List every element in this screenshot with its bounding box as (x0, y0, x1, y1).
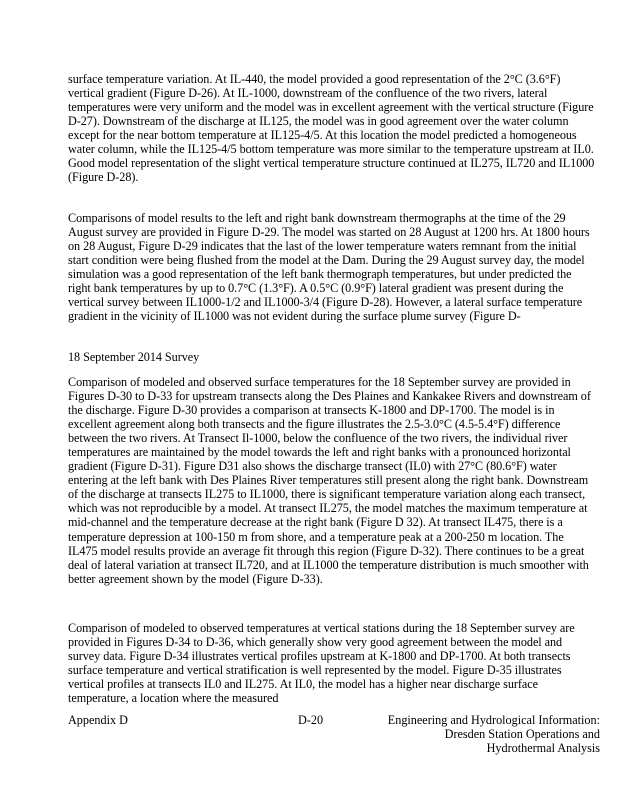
footer-title-line-3: Hydrothermal Analysis (486, 741, 600, 755)
paragraph-august-vertical: surface temperature variation. At IL-440, the model provided a good representation of the 2°C (3.6°F) vertical gradient (Figure D-26). At IL-1000, downstream of the confluence of the two rivers, lateral temperatures were very uniform and the model was in excellent agreement with the vertical structure (Figure D-27). Downstream of the discharge at IL125, the model was in good agreement over the water column except for the near bottom temperature at IL125-4/5. At this location the model predicted a homogeneous water column, while the IL125-4/5 bottom temperature was more similar to the temperature upstream at IL0. Good model representation of the slight vertical temperature structure continued at IL275, IL720 and IL1000 (Figure D-28). (68, 72, 595, 185)
paragraph-september-vertical: Comparison of modeled to observed temperatures at vertical stations during the 18 September survey are provided in Figures D-34 to D-36, which generally show very good agreement between the model and survey data. Figure D-34 illustrates vertical profiles upstream at K-1800 and DP-1700. At both transects surface temperature and vertical stratification is well represented by the model. Figure D-35 illustrates vertical profiles at transects IL0 and IL275. At IL0, the model has a higher near discharge surface temperature, a location where the measured (68, 621, 575, 706)
paragraph-thermograph-comparison: Comparisons of model results to the left and right bank downstream thermographs at the time of the 29 August survey are provided in Figure D-29. The model was started on 28 August at 1200 hrs. At 1800 hours on 28 August, Figure D-29 indicates that the last of the lower temperature waters remnant from the initial start condition were being flushed from the model at the Dam. During the 29 August survey day, the model simulation was a good representation of the left bank thermograph temperatures, but under predicted the right bank temperatures by up to 0.7°C (1.3°F). A 0.5°C (0.9°F) lateral gradient was present during the vertical survey between IL1000-1/2 and IL1000-3/4 (Figure D-28). However, a lateral surface temperature gradient in the vicinity of IL1000 was not evident during the surface plume survey (Figure D- (68, 211, 590, 324)
footer-title-line-2: Dresden Station Operations and (444, 727, 600, 741)
footer-appendix-label: Appendix D (68, 713, 128, 727)
footer-page-number: D-20 (298, 713, 324, 727)
section-heading-september-survey: 18 September 2014 Survey (68, 350, 200, 364)
footer-title-line-1: Engineering and Hydrological Information: (387, 713, 600, 727)
paragraph-september-surface: Comparison of modeled and observed surface temperatures for the 18 September survey are provided in Figures D-30 to D-33 for upstream transects along the Des Plaines and Kankakee Rivers and downstream of the discharge. Figure D-30 provides a comparison at transects K-1800 and DP-1700. The model is in excellent agreement along both transects and the figure illustrates the 2.5-3.0°C (4.5-5.4°F) difference between the two rivers. At Transect Il-1000, below the confluence of the two rivers, the individual river temperatures are maintained by the model towards the left and right banks with a pronounced horizontal gradient (Figure D-31). Figure D31 also shows the discharge transect (IL0) with 27°C (80.6°F) water entering at the left bank with Des Plaines River temperatures still present along the right bank. Downstream of the discharge at transects IL275 to IL1000, there is significant temperature variation along each transect, which was not reproducible by a model. At transect IL275, the model matches the maximum temperature at mid-channel and the temperature decrease at the right bank (Figure D 32). At transect IL475, there is a temperature depression at 100-150 m from shore, and a temperature peak at a 200-250 m location. The IL475 model results provide an average fit through this region (Figure D-32). There continues to be a great deal of lateral variation at transect IL720, and at IL1000 the temperature distribution is much smoother with better agreement shown by the model (Figure D-33). (68, 375, 591, 586)
footer-document-title (330, 713, 600, 755)
